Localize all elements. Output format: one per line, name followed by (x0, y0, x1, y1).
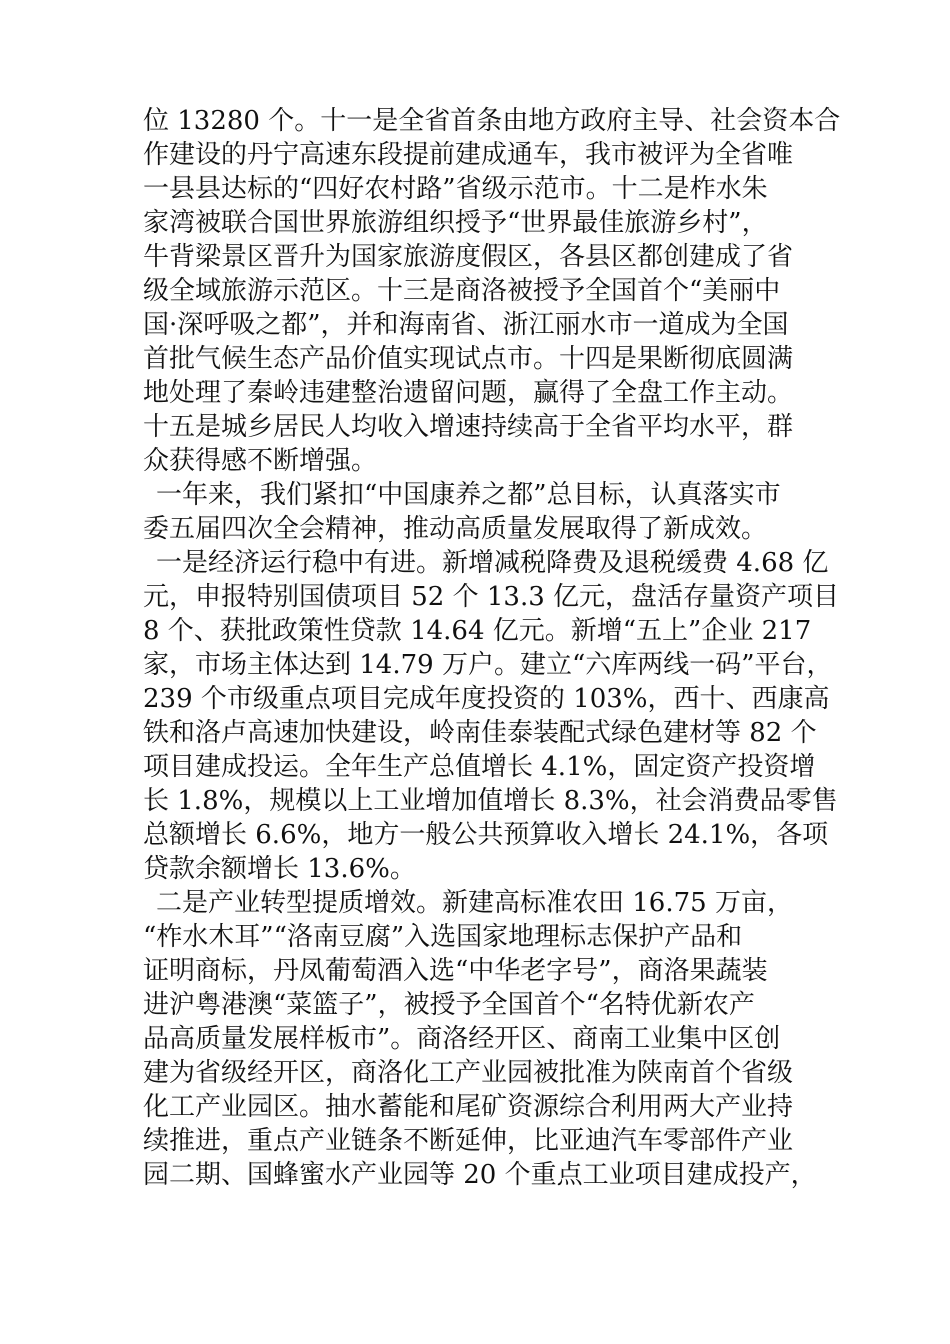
text-line: 级全域旅游示范区。十三是商洛被授予全国首个“美丽中 (143, 276, 781, 306)
text-line: 园二期、国蜂蜜水产业园等 20 个重点工业项目建成投产， (143, 1160, 817, 1190)
text-line: 委五届四次全会精神，推动高质量发展取得了新成效。 (143, 514, 768, 544)
text-line: 品高质量发展样板市”。商洛经开区、商南工业集中区创 (143, 1024, 781, 1054)
text-line: 十五是城乡居民人均收入增速持续高于全省平均水平，群 (143, 412, 794, 442)
text-line: 8 个、获批政策性贷款 14.64 亿元。新增“五上”企业 217 (143, 616, 812, 646)
text-line: 地处理了秦岭违建整治遗留问题，赢得了全盘工作主动。 (143, 378, 794, 408)
text-line: 建为省级经开区，商洛化工产业园被批准为陕南首个省级 (143, 1058, 794, 1088)
text-line: 化工产业园区。抽水蓄能和尾矿资源综合利用两大产业持 (143, 1092, 794, 1122)
text-line: 一县县达标的“四好农村路”省级示范市。十二是柞水朱 (143, 174, 768, 204)
text-line: 元，申报特别国债项目 52 个 13.3 亿元，盘活存量资产项目 (143, 582, 840, 612)
text-line: 贷款余额增长 13.6%。 (143, 854, 416, 884)
paragraph-first-line: 一年来，我们紧扣“中国康养之都”总目标，认真落实市 (156, 480, 781, 510)
text-line: 众获得感不断增强。 (143, 446, 378, 476)
text-line: 239 个市级重点项目完成年度投资的 103%，西十、西康高 (143, 684, 830, 714)
text-line: 位 13280 个。十一是全省首条由地方政府主导、社会资本合 (143, 106, 841, 136)
text-line: 续推进，重点产业链条不断延伸，比亚迪汽车零部件产业 (143, 1126, 794, 1156)
document-body (143, 104, 843, 1192)
text-line: 总额增长 6.6%，地方一般公共预算收入增长 24.1%，各项 (143, 820, 829, 850)
text-line: “柞水木耳”“洛南豆腐”入选国家地理标志保护产品和 (143, 922, 743, 952)
text-line: 铁和洛卢高速加快建设，岭南佳泰装配式绿色建材等 82 个 (143, 718, 817, 748)
text-line: 首批气候生态产品价值实现试点市。十四是果断彻底圆满 (143, 344, 794, 374)
text-line: 项目建成投运。全年生产总值增长 4.1%，固定资产投资增 (143, 752, 816, 782)
paragraph-first-line: 二是产业转型提质增效。新建高标准农田 16.75 万亩， (156, 888, 793, 918)
text-line: 进沪粤港澳“菜篮子”，被授予全国首个“名特优新农产 (143, 990, 755, 1020)
text-line: 家，市场主体达到 14.79 万户。建立“六库两线一码”平台， (143, 650, 833, 680)
text-line: 证明商标，丹凤葡萄酒入选“中华老字号”，商洛果蔬装 (143, 956, 768, 986)
paragraph-first-line: 一是经济运行稳中有进。新增减税降费及退税缓费 4.68 亿 (156, 548, 829, 578)
text-line: 长 1.8%，规模以上工业增加值增长 8.3%，社会消费品零售 (143, 786, 838, 816)
text-line: 作建设的丹宁高速东段提前建成通车，我市被评为全省唯 (143, 140, 794, 170)
text-line: 家湾被联合国世界旅游组织授予“世界最佳旅游乡村”， (143, 208, 768, 238)
text-line: 国·深呼吸之都”，并和海南省、浙江丽水市一道成为全国 (143, 310, 789, 340)
text-line: 牛背梁景区晋升为国家旅游度假区，各县区都创建成了省 (143, 242, 794, 272)
